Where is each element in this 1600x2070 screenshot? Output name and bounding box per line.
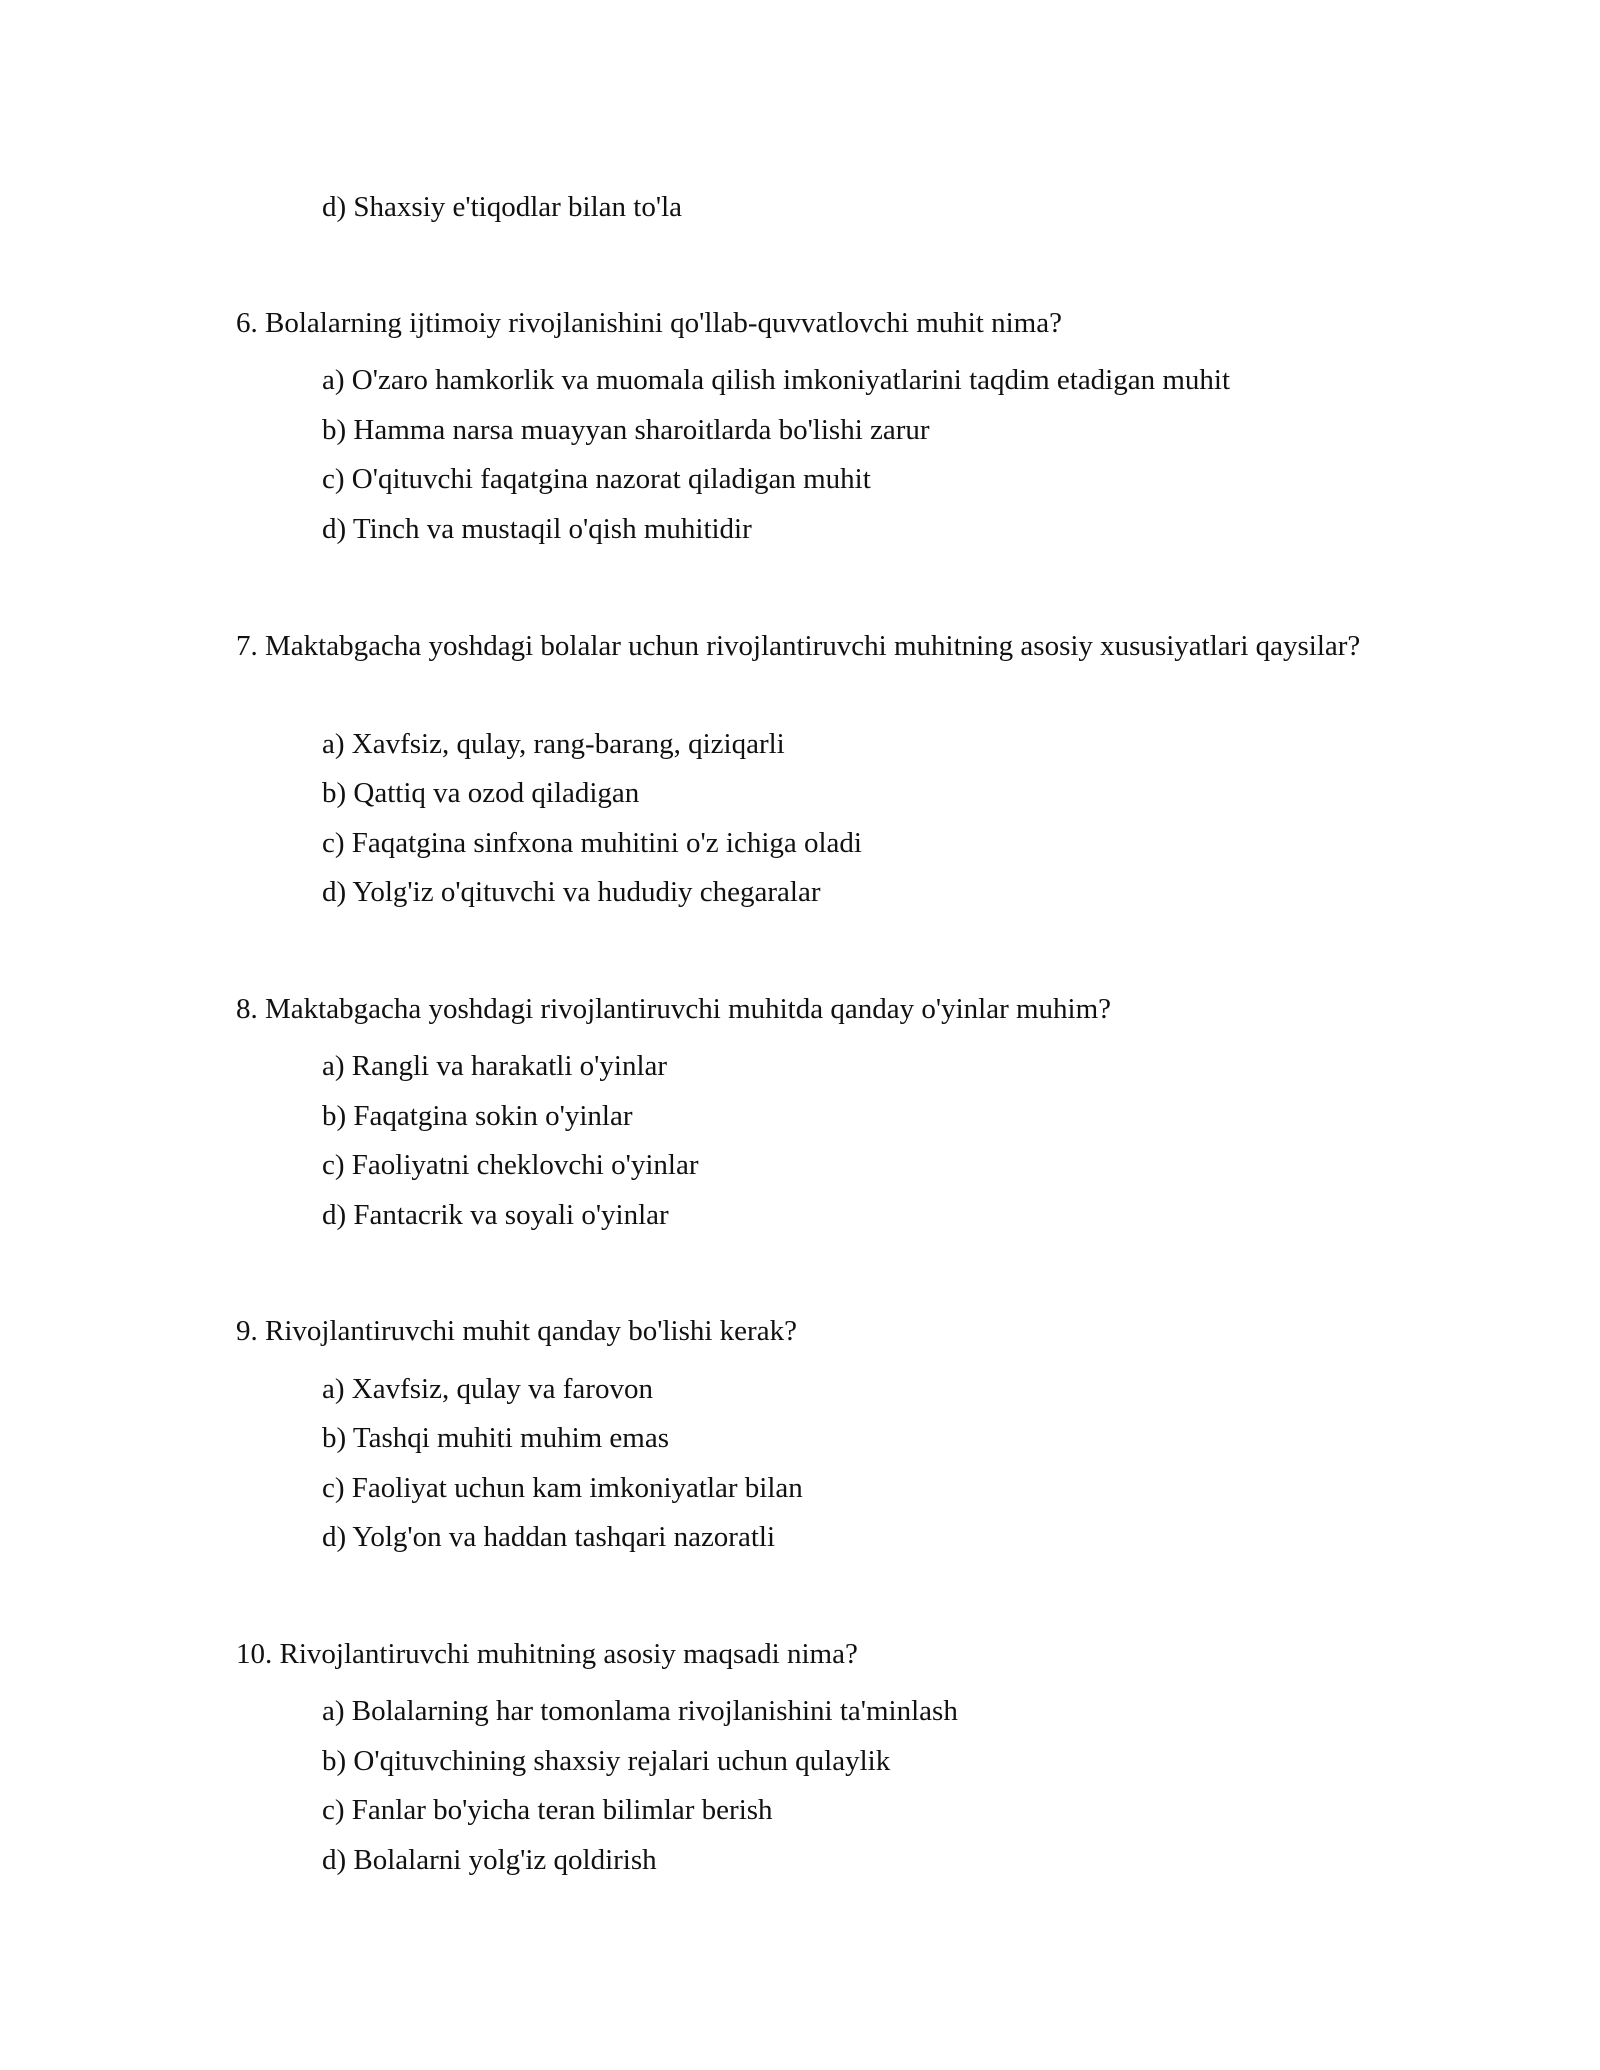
question-6: 6. Bolalarning ijtimoiy rivojlanishini qo'llab-quvvatlovchi muhit nima? [236, 307, 1062, 339]
question-10: 10. Rivojlantiruvchi muhitning asosiy maqsadi nima? [236, 1638, 858, 1670]
question-9: 9. Rivojlantiruvchi muhit qanday bo'lishi kerak? [236, 1315, 797, 1347]
question-9-option-a: a) Xavfsiz, qulay va farovon [322, 1373, 653, 1405]
question-7-option-d: d) Yolg'iz o'qituvchi va hududiy chegaralar [322, 876, 821, 908]
question-10-option-b: b) O'qituvchining shaxsiy rejalari uchun qulaylik [322, 1745, 891, 1777]
question-7: 7. Maktabgacha yoshdagi bolalar uchun rivojlantiruvchi muhitning asosiy xususiyatlari qaysilar? [236, 630, 1361, 662]
question-8-option-a: a) Rangli va harakatli o'yinlar [322, 1050, 668, 1082]
question-8-option-d: d) Fantacrik va soyali o'yinlar [322, 1199, 669, 1231]
question-6-option-b: b) Hamma narsa muayyan sharoitlarda bo'lishi zarur [322, 414, 930, 446]
question-9-option-b: b) Tashqi muhiti muhim emas [322, 1422, 670, 1454]
question-8-option-b: b) Faqatgina sokin o'yinlar [322, 1100, 633, 1132]
question-7-option-b: b) Qattiq va ozod qiladigan [322, 777, 640, 809]
question-6-option-a: a) O'zaro hamkorlik va muomala qilish imkoniyatlarini taqdim etadigan muhit [322, 364, 1231, 396]
question-7-option-a: a) Xavfsiz, qulay, rang-barang, qiziqarli [322, 728, 785, 760]
question-10-option-d: d) Bolalarni yolg'iz qoldirish [322, 1844, 657, 1876]
question-8-option-c: c) Faoliyatni cheklovchi o'yinlar [322, 1149, 699, 1181]
question-6-option-c: c) O'qituvchi faqatgina nazorat qiladigan muhit [322, 463, 871, 495]
question-6-option-d: d) Tinch va mustaqil o'qish muhitidir [322, 513, 752, 545]
question-7-option-c: c) Faqatgina sinfxona muhitini o'z ichiga oladi [322, 827, 862, 859]
carryover-option: d) Shaxsiy e'tiqodlar bilan to'la [322, 191, 682, 223]
question-9-option-c: c) Faoliyat uchun kam imkoniyatlar bilan [322, 1472, 803, 1504]
question-8: 8. Maktabgacha yoshdagi rivojlantiruvchi muhitda qanday o'yinlar muhim? [236, 993, 1112, 1025]
question-9-option-d: d) Yolg'on va haddan tashqari nazoratli [322, 1521, 776, 1553]
question-10-option-a: a) Bolalarning har tomonlama rivojlanishini ta'minlash [322, 1695, 958, 1727]
question-10-option-c: c) Fanlar bo'yicha teran bilimlar berish [322, 1794, 773, 1826]
